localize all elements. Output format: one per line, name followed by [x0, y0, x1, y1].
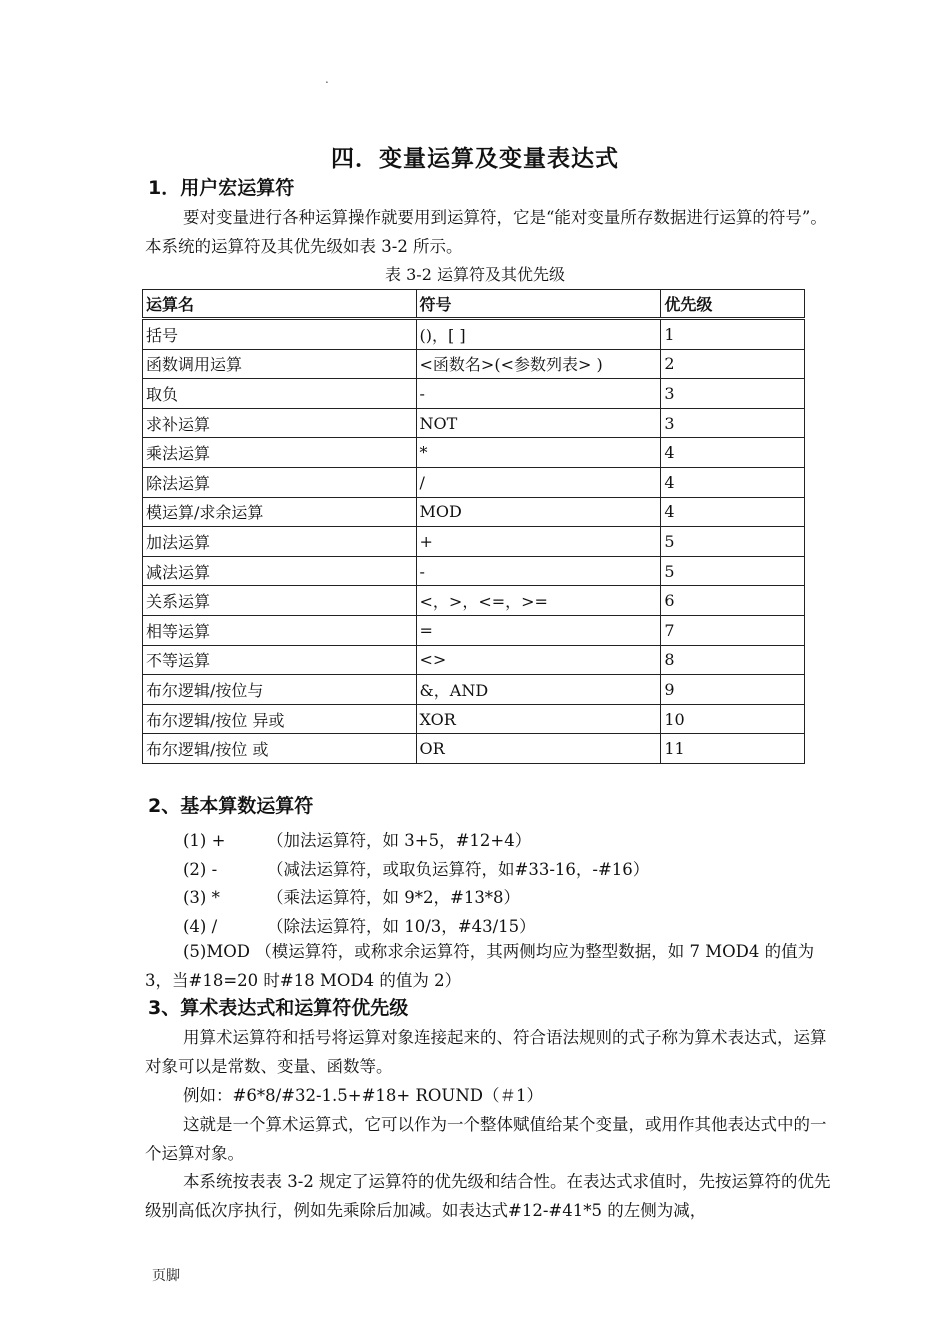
table-row — [143, 734, 805, 764]
cell-symbol: * — [416, 438, 661, 468]
operator-item — [183, 884, 520, 908]
operator-symbol: (1) + — [183, 831, 226, 850]
section-1-title: 1．用户宏运算符 — [148, 177, 295, 199]
table-row — [143, 704, 805, 734]
cell-symbol: OR — [416, 734, 661, 764]
operator-item — [183, 913, 536, 937]
section-1-intro: 要对变量进行各种运算操作就要用到运算符，它是“能对变量所存数据进行运算的符号”。本系统的运算符及其优先级如表 3-2 所示。 — [145, 208, 827, 256]
operator-symbol: (4) / — [183, 917, 218, 936]
cell-operator-name: 相等运算 — [143, 615, 417, 645]
table-row — [143, 349, 805, 379]
cell-symbol: MOD — [416, 497, 661, 527]
cell-operator-name: 取负 — [143, 379, 417, 409]
section-3-para-3: 本系统按表表 3-2 规定了运算符的优先级和结合性。在表达式求值时，先按运算符的优先级别高低次序执行，例如先乘除后加减。如表达式#12-#41*5 的左侧为减， — [145, 1172, 831, 1220]
cell-symbol: <，>，<=，>= — [416, 586, 661, 616]
section-3-example: 例如：#6*8/#32-1.5+#18+ ROUND（＃1） — [183, 1086, 544, 1105]
cell-priority: 4 — [661, 497, 805, 527]
operator-desc: （乘法运算符，如 9*2，#13*8） — [267, 888, 521, 907]
cell-operator-name: 布尔逻辑/按位 或 — [143, 734, 417, 764]
cell-symbol: <> — [416, 645, 661, 675]
cell-symbol: &，AND — [416, 675, 661, 705]
table-body — [143, 319, 805, 764]
section-3-para-2: 这就是一个算术运算式，它可以作为一个整体赋值给某个变量，或用作其他表达式中的一个运算对象。 — [145, 1115, 827, 1163]
cell-priority: 6 — [661, 586, 805, 616]
table-row — [143, 645, 805, 675]
cell-priority: 1 — [661, 319, 805, 350]
table-row — [143, 379, 805, 409]
table-row — [143, 408, 805, 438]
cell-operator-name: 加法运算 — [143, 527, 417, 557]
cell-priority: 4 — [661, 467, 805, 497]
operator-desc: （除法运算符，如 10/3，#43/15） — [267, 917, 536, 936]
header-priority: 优先级 — [661, 290, 805, 319]
cell-symbol: NOT — [416, 408, 661, 438]
operator-desc: （减法运算符，或取负运算符，如#33-16，-#16） — [267, 860, 650, 879]
cell-operator-name: 不等运算 — [143, 645, 417, 675]
cell-operator-name: 乘法运算 — [143, 438, 417, 468]
table-row — [143, 467, 805, 497]
cell-operator-name: 关系运算 — [143, 586, 417, 616]
cell-symbol: = — [416, 615, 661, 645]
section-2-title: 2、基本算数运算符 — [148, 795, 314, 817]
operator-item — [183, 856, 649, 880]
table-header-row — [143, 290, 805, 319]
table-row — [143, 675, 805, 705]
cell-priority: 5 — [661, 556, 805, 586]
table-row — [143, 527, 805, 557]
cell-symbol: - — [416, 379, 661, 409]
cell-priority: 9 — [661, 675, 805, 705]
cell-operator-name: 减法运算 — [143, 556, 417, 586]
cell-symbol: - — [416, 556, 661, 586]
cell-symbol: ()，[ ] — [416, 319, 661, 350]
cell-symbol: + — [416, 527, 661, 557]
cell-operator-name: 函数调用运算 — [143, 349, 417, 379]
mod-operator-text: (5)MOD （模运算符，或称求余运算符，其两侧均应为整型数据，如 7 MOD4 的值为 3，当#18=20 时#18 MOD4 的值为 2） — [145, 942, 815, 990]
cell-priority: 5 — [661, 527, 805, 557]
cell-operator-name: 布尔逻辑/按位 异或 — [143, 704, 417, 734]
table-row — [143, 438, 805, 468]
cell-priority: 10 — [661, 704, 805, 734]
operator-symbol: (3) * — [183, 888, 220, 907]
cell-operator-name: 除法运算 — [143, 467, 417, 497]
table-row — [143, 497, 805, 527]
table-row — [143, 319, 805, 350]
cell-priority: 3 — [661, 379, 805, 409]
table-caption: 表 3-2 运算符及其优先级 — [385, 265, 565, 284]
cell-operator-name: 模运算/求余运算 — [143, 497, 417, 527]
table-row — [143, 615, 805, 645]
section-3-para-1: 用算术运算符和括号将运算对象连接起来的、符合语法规则的式子称为算术表达式，运算对象可以是常数、变量、函数等。 — [145, 1028, 827, 1076]
cell-operator-name: 布尔逻辑/按位与 — [143, 675, 417, 705]
cell-symbol: XOR — [416, 704, 661, 734]
cell-priority: 3 — [661, 408, 805, 438]
page-mark: . — [325, 72, 329, 86]
operator-desc: （加法运算符，如 3+5，#12+4） — [267, 831, 532, 850]
chapter-heading: 四．变量运算及变量表达式 — [331, 146, 619, 172]
cell-symbol: <函数名>(<参数列表> ) — [416, 349, 661, 379]
cell-operator-name: 括号 — [143, 319, 417, 350]
cell-priority: 2 — [661, 349, 805, 379]
table-row — [143, 586, 805, 616]
operator-item — [183, 827, 531, 851]
cell-symbol: / — [416, 467, 661, 497]
cell-priority: 7 — [661, 615, 805, 645]
operator-symbol: (2) - — [183, 860, 218, 879]
table-row — [143, 556, 805, 586]
header-symbol: 符号 — [416, 290, 661, 319]
operator-table — [142, 289, 805, 764]
page-footer: 页脚 — [152, 1268, 180, 1284]
cell-priority: 8 — [661, 645, 805, 675]
cell-priority: 11 — [661, 734, 805, 764]
header-operator-name: 运算名 — [143, 290, 417, 319]
cell-priority: 4 — [661, 438, 805, 468]
section-3-title: 3、算术表达式和运算符优先级 — [148, 997, 409, 1019]
cell-operator-name: 求补运算 — [143, 408, 417, 438]
